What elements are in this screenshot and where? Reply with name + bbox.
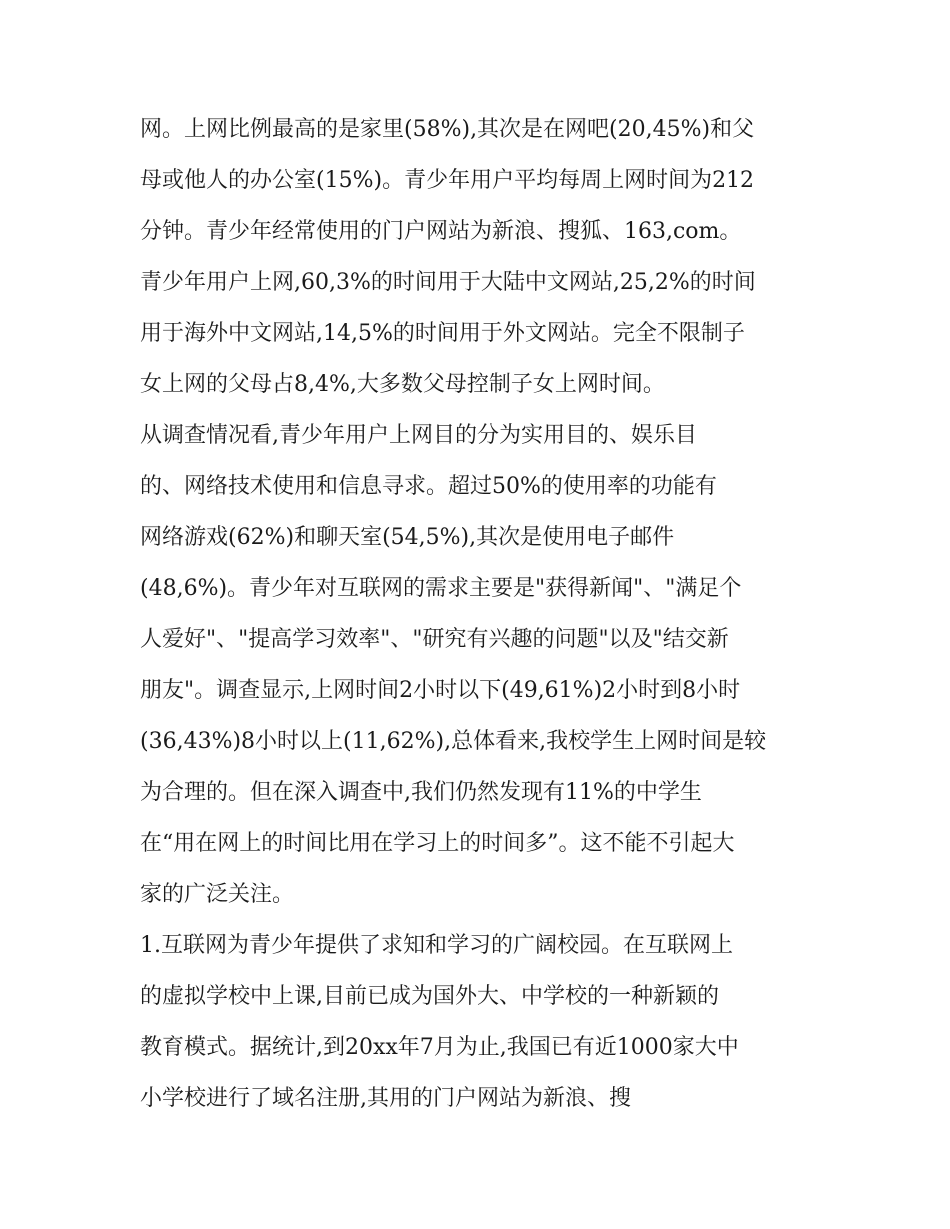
- text-line: 小学校进行了域名注册,其用的门户网站为新浪、搜: [140, 1086, 631, 1111]
- text-line: 网络游戏(62%)和聊天室(54,5%),其次是使用电子邮件: [140, 525, 675, 550]
- text-line: 朋友"。调查显示,上网时间2小时以下(49,61%)2小时到8小时: [140, 678, 741, 703]
- text-line: 1.互联网为青少年提供了求知和学习的广阔校园。在互联网上: [140, 933, 733, 958]
- text-line: 女上网的父母占8,4%,大多数父母控制子女上网时间。: [140, 372, 665, 397]
- text-line: 母或他人的办公室(15%)。青少年用户平均每周上网时间为212: [140, 168, 755, 193]
- text-line: 青少年用户上网,60,3%的时间用于大陆中文网站,25,2%的时间: [140, 270, 756, 295]
- text-line: 的虚拟学校中上课,目前已成为国外大、中学校的一种新颖的: [140, 984, 719, 1009]
- text-line: 从调查情况看,青少年用户上网目的分为实用目的、娱乐目: [140, 423, 697, 448]
- text-line: (48,6%)。青少年对互联网的需求主要是"获得新闻"、"满足个: [140, 576, 742, 601]
- text-line: 教育模式。据统计,到20xx年7月为止,我国已有近1000家大中: [140, 1035, 739, 1060]
- text-line: 网。上网比例最高的是家里(58%),其次是在网吧(20,45%)和父: [140, 117, 755, 142]
- text-line: 的、网络技术使用和信息寻求。超过50%的使用率的功能有: [140, 474, 717, 499]
- text-line: 人爱好"、"提高学习效率"、"研究有兴趣的问题"以及"结交新: [140, 627, 729, 652]
- text-line: 为合理的。但在深入调查中,我们仍然发现有11%的中学生: [140, 780, 702, 805]
- text-line: 在“用在网上的时间比用在学习上的时间多”。这不能不引起大: [140, 831, 735, 856]
- text-line: 用于海外中文网站,14,5%的时间用于外文网站。完全不限制子: [140, 321, 745, 346]
- body-text: [140, 110, 820, 1130]
- text-line: 家的广泛关注。: [140, 882, 295, 907]
- text-line: 分钟。青少年经常使用的门户网站为新浪、搜狐、163,com。: [140, 219, 742, 244]
- text-line: (36,43%)8小时以上(11,62%),总体看来,我校学生上网时间是较: [140, 729, 767, 754]
